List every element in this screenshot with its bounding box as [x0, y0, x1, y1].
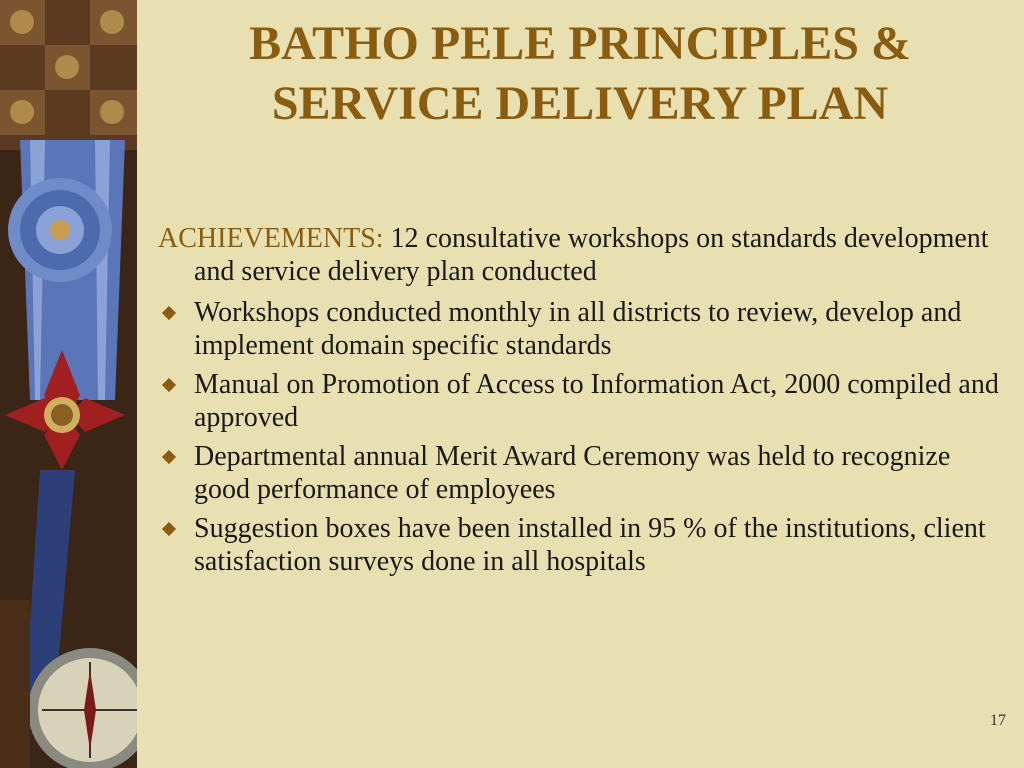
list-item — [158, 512, 1010, 578]
achievements-paragraph — [158, 222, 1010, 288]
diamond-bullet-icon — [162, 450, 176, 464]
medal-collage-image — [0, 0, 137, 768]
list-item — [158, 296, 1010, 362]
list-item-text: Suggestion boxes have been installed in 95 % of the institutions, client satisfaction surveys done in all hospitals — [194, 513, 986, 577]
title-line-2: SERVICE DELIVERY PLAN — [271, 77, 889, 130]
slide-title — [150, 14, 1010, 134]
slide-body — [158, 222, 1010, 584]
achievements-label: ACHIEVEMENTS: — [158, 223, 384, 254]
list-item-text: Departmental annual Merit Award Ceremony was held to recognize good performance of employees — [194, 441, 951, 505]
list-item-text: Manual on Promotion of Access to Information Act, 2000 compiled and approved — [194, 369, 999, 433]
title-line-1: BATHO PELE PRINCIPLES & — [249, 17, 911, 70]
diamond-bullet-icon — [162, 306, 176, 320]
list-item — [158, 440, 1010, 506]
diamond-bullet-icon — [162, 378, 176, 392]
diamond-bullet-icon — [162, 522, 176, 536]
list-item — [158, 368, 1010, 434]
achievements-list — [158, 296, 1010, 578]
page-number: 17 — [990, 712, 1006, 729]
achievements-text: 12 consultative workshops on standards development and service delivery plan conducted — [194, 223, 989, 287]
list-item-text: Workshops conducted monthly in all districts to review, develop and implement domain specific standards — [194, 297, 962, 361]
